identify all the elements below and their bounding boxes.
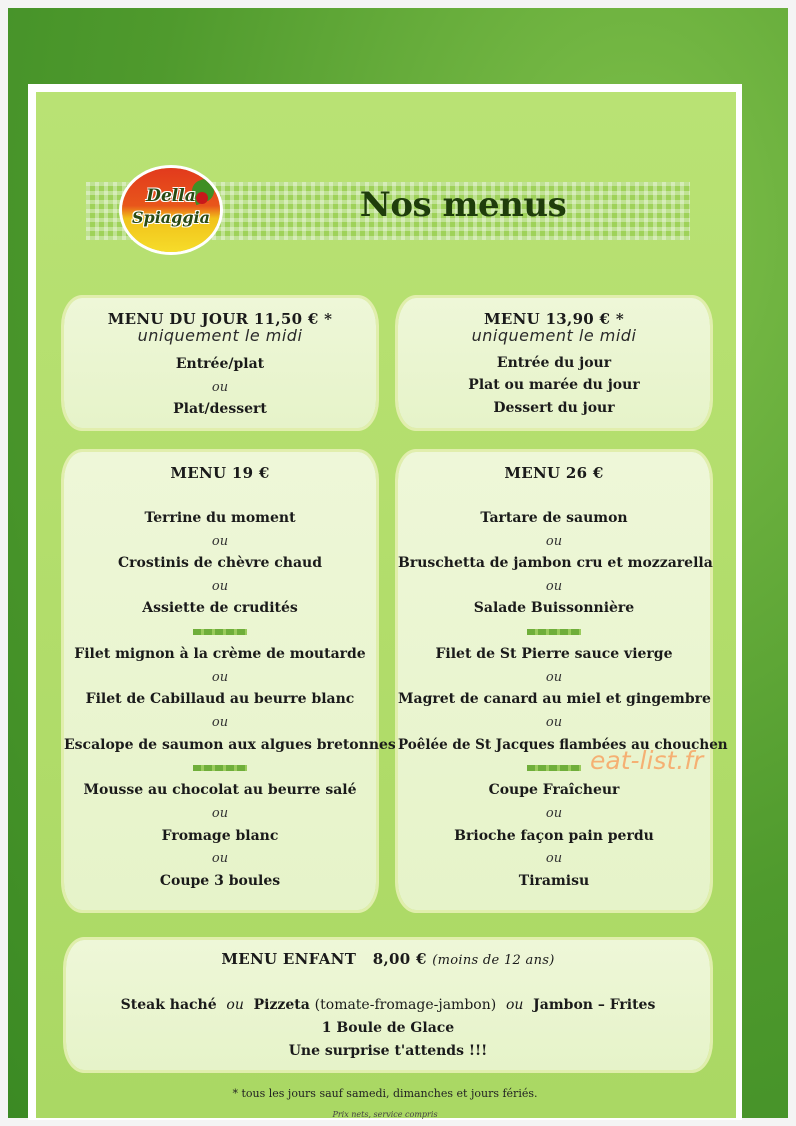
course-divider [527, 765, 581, 771]
footnote-prices: Prix nets, service compris [332, 1110, 438, 1119]
menu-enfant-price: 8,00 € [372, 950, 427, 968]
footnote: * tous les jours sauf samedi, dimanches et jours fériés. [232, 1087, 538, 1100]
menu-du-jour-item-2: Plat/dessert [173, 401, 267, 417]
menu-26-ou: ou [545, 670, 563, 685]
menu-19-card [64, 452, 396, 910]
menu-19-ou: ou [211, 534, 229, 549]
menu-26-ou: ou [545, 534, 563, 549]
course-divider [193, 765, 247, 771]
menu-26-card [398, 452, 728, 910]
menu-19-ou: ou [211, 715, 229, 730]
menu-26-plat-3: Poêlée de St Jacques flambées au chouchen [398, 737, 728, 753]
menu-du-jour-card [64, 298, 376, 428]
menu-26-plat-2: Magret de canard au miel et gingembre [398, 691, 711, 707]
menu-1390-note: uniquement le midi [471, 326, 637, 345]
menu-19-ou: ou [211, 579, 229, 594]
menu-19-ou: ou [211, 851, 229, 866]
menu-du-jour-heading: MENU DU JOUR 11,50 € * [107, 310, 333, 328]
menu-26-heading: MENU 26 € [504, 464, 604, 482]
menu-1390-item-1: Entrée du jour [496, 355, 612, 371]
menu-enfant-plats-row [66, 997, 710, 1013]
menu-19-dessert-3: Coupe 3 boules [159, 873, 281, 889]
menu-enfant-plat-1: Steak haché [120, 997, 217, 1013]
menu-enfant-plat-3: Jambon – Frites [533, 997, 656, 1013]
menu-19-dessert-2: Fromage blanc [161, 828, 279, 844]
watermark: eat-list.fr [590, 746, 704, 775]
menu-enfant-card [66, 940, 710, 1070]
menu-26-entree-2: Bruschetta de jambon cru et mozzarella [398, 555, 713, 571]
menu-26-ou: ou [545, 851, 563, 866]
menu-1390-item-3: Dessert du jour [493, 400, 615, 416]
menu-26-entree-1: Tartare de saumon [480, 510, 628, 526]
course-divider [193, 629, 247, 635]
menu-19-plat-3: Escalope de saumon aux algues bretonnes [64, 737, 396, 753]
menu-26-ou: ou [545, 806, 563, 821]
menu-26-entree-3: Salade Buissonnière [473, 600, 635, 616]
menu-19-entree-1: Terrine du moment [144, 510, 296, 526]
menu-du-jour-ou: ou [211, 380, 229, 395]
menu-enfant-dessert: 1 Boule de Glace [321, 1020, 455, 1036]
menu-19-heading: MENU 19 € [170, 464, 270, 482]
menu-19-plat-2: Filet de Cabillaud au beurre blanc [85, 691, 355, 707]
menu-enfant-age-note: (moins de 12 ans) [432, 953, 555, 968]
menu-19-entree-3: Assiette de crudités [142, 600, 298, 616]
menu-1390-item-2: Plat ou marée du jour [468, 377, 640, 393]
menu-enfant-plat-2: Pizzeta [253, 997, 310, 1013]
menu-du-jour-item-1: Entrée/plat [175, 356, 265, 372]
menu-19-entree-2: Crostinis de chèvre chaud [118, 555, 322, 571]
page-title: Nos menus [359, 185, 567, 225]
menu-19-plat-1: Filet mignon à la crème de moutarde [74, 646, 366, 662]
logo-line-2: Spiaggia [131, 208, 210, 227]
menu-19-ou: ou [211, 670, 229, 685]
menu-1390-heading: MENU 13,90 € * [484, 310, 624, 328]
menu-19-dessert-1: Mousse au chocolat au beurre salé [83, 782, 357, 798]
menu-26-dessert-3: Tiramisu [518, 873, 590, 889]
menu-26-ou: ou [545, 579, 563, 594]
menu-enfant-plat-2-detail: (tomate-fromage-jambon) [314, 997, 497, 1013]
menu-enfant-heading-row [66, 950, 710, 968]
menu-enfant-ou: ou [226, 997, 244, 1013]
menu-1390-card [398, 298, 710, 428]
menu-19-ou: ou [211, 806, 229, 821]
menu-26-plat-1: Filet de St Pierre sauce vierge [435, 646, 673, 662]
menu-26-ou: ou [545, 715, 563, 730]
menu-enfant-ou: ou [505, 997, 524, 1013]
menu-du-jour-note: uniquement le midi [137, 326, 303, 345]
course-divider [527, 629, 581, 635]
menu-enfant-surprise: Une surprise t'attends !!! [288, 1043, 488, 1059]
logo-line-1: Della [146, 186, 196, 206]
menu-26-dessert-1: Coupe Fraîcheur [488, 782, 620, 798]
menu-enfant-heading: MENU ENFANT [221, 950, 357, 968]
menu-26-dessert-2: Brioche façon pain perdu [454, 828, 654, 844]
